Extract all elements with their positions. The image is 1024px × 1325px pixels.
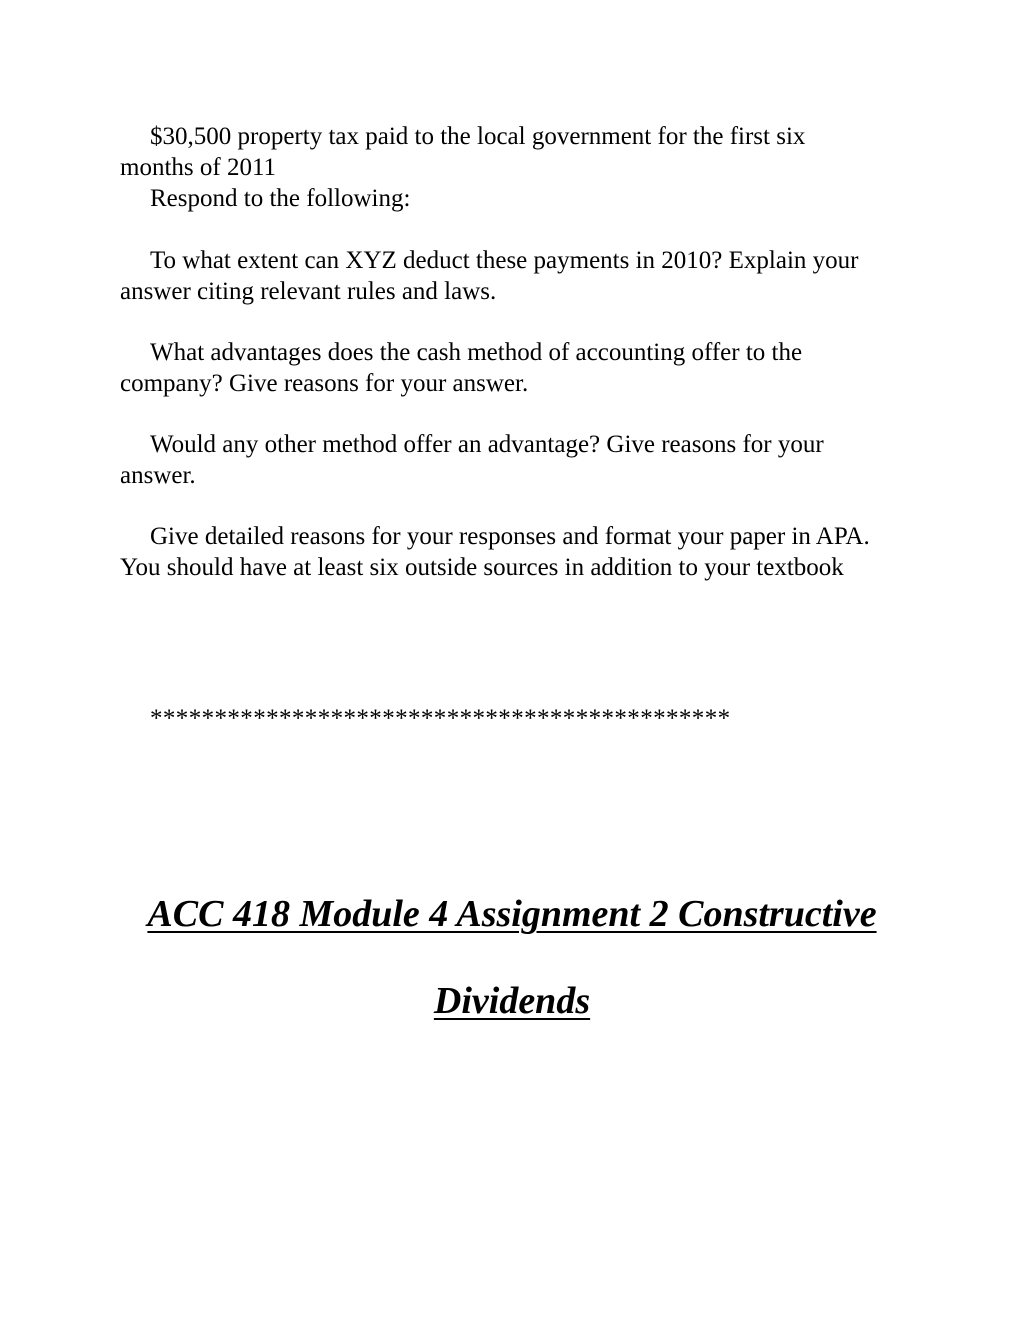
question-other-method: Would any other method offer an advantage? Give reasons for your answer.	[120, 431, 824, 489]
property-tax-paragraph: $30,500 property tax paid to the local government for the first six months of 2011	[120, 123, 806, 181]
question-cash-method: What advantages does the cash method of accounting offer to the company? Give reasons for your answer.	[120, 339, 803, 397]
asterisk-separator: *********************************************	[150, 705, 731, 732]
assignment-title-line-1: ACC 418 Module 4 Assignment 2 Constructive	[147, 893, 877, 935]
question-deduction: To what extent can XYZ deduct these payments in 2010? Explain your answer citing relevant rules and laws.	[120, 247, 859, 305]
formatting-instructions: Give detailed reasons for your responses and format your paper in APA. You should have at least six outside sources in addition to your textbook	[120, 523, 870, 581]
respond-instruction: Respond to the following:	[150, 185, 411, 212]
assignment-title-line-2: Dividends	[433, 980, 591, 1022]
